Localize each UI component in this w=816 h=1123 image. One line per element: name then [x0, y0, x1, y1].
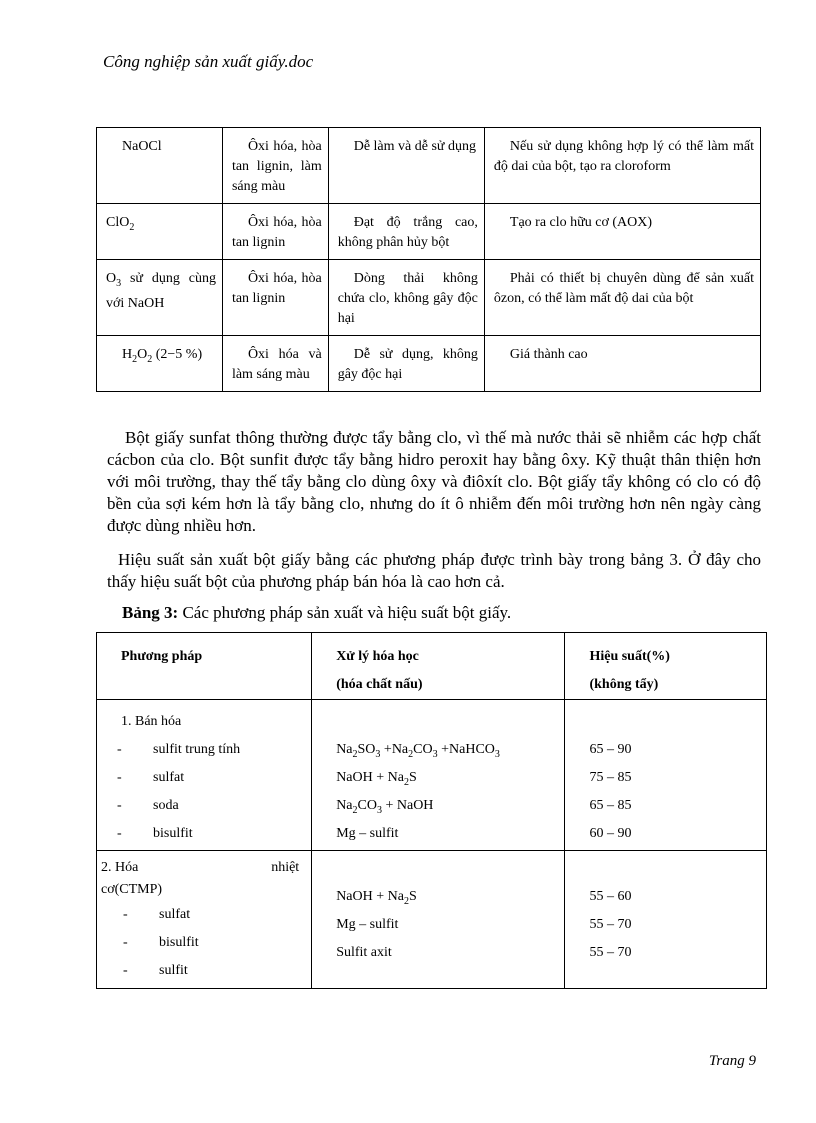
cons-cell: Giá thành cao — [509, 347, 588, 362]
paragraph-yield: Hiệu suất sản xuất bột giấy bằng các phương pháp được trình bày trong bảng 3. Ở đây cho thấy hiệu suất bột của phương pháp bán hóa là cao hơn cả. — [107, 550, 761, 591]
list-item: - sulfat — [117, 770, 185, 785]
pros-cell: Dòng thải không chứa clo, không gây độc hại — [337, 271, 478, 326]
method-list — [97, 851, 311, 985]
yield-value: 65 – 85 — [589, 798, 632, 813]
table-row — [97, 260, 761, 336]
pros-cell: Dễ làm và dễ sử dụng — [353, 139, 476, 154]
chemical-value: NaOH + $Na_2S$ — [336, 889, 417, 907]
cons-cell: Tạo ra clo hữu cơ (AOX) — [509, 215, 652, 230]
yield-value: 55 – 70 — [589, 945, 632, 960]
yield-value: 55 – 60 — [589, 889, 632, 904]
page-number: Trang 9 — [708, 1053, 756, 1069]
method-list — [97, 700, 311, 848]
table-row — [97, 128, 761, 204]
paragraph-bleaching: Bột giấy sunfat thông thường được tẩy bằng clo, vì thế mà nước thải sẽ nhiễm các hợp chất cácbon của clo. Bột sunfit được tẩy bằng hidro peroxit hay bằng ôxy. Kỹ thuật thân thiện hơn với môi trường, thay thế tẩy bằng clo dùng ôxy và điôxít clo. Bột giấy tẩy không có clo có độ bền của sợi kém hơn là tẩy bằng clo, nhưng do ít ô nhiễm đến môi trường hơn nên ngày càng được dùng nhiều hơn. — [107, 428, 761, 535]
table-caption: Bảng 3: Các phương pháp sản xuất và hiệu suất bột giấy. — [122, 603, 512, 622]
yield-value: 60 – 90 — [589, 826, 632, 841]
chemical-list — [312, 700, 564, 848]
yield-value: 65 – 90 — [589, 742, 632, 757]
group-title: 2. Hóa nhiệt — [101, 860, 300, 875]
cons-cell: Nếu sử dụng không hợp lý có thể làm mất độ dai của bột, tạo ra cloroform — [493, 139, 754, 174]
document-title: Công nghiệp sản xuất giấy.doc — [103, 52, 314, 71]
agent-cell: $H_2O_2$ (2−5 %) — [122, 347, 203, 365]
action-cell: Ôxi hóa, hòa tan lignin, làm sáng màu — [231, 139, 322, 194]
group-title: 1. Bán hóa — [121, 714, 182, 729]
yield-value: 75 – 85 — [589, 770, 632, 785]
list-item: - sulfit trung tính — [117, 742, 241, 757]
yield-list — [565, 700, 766, 848]
bleaching-agents-table — [96, 127, 761, 392]
header-method: Phương pháp — [121, 649, 203, 664]
agent-cell: ClO$_2$ — [106, 215, 135, 233]
yield-list — [565, 851, 766, 967]
action-cell: Ôxi hóa, hòa tan lignin — [231, 215, 322, 250]
chemical-list — [312, 851, 564, 967]
table-row — [97, 851, 767, 989]
header-yield: Hiệu suất(%) (không tẩy) — [589, 649, 670, 692]
list-item: - bisulfit — [117, 826, 193, 841]
table-header-row — [97, 633, 767, 700]
pros-cell: Dễ sử dụng, không gây độc hại — [337, 347, 478, 382]
chemical-value: $Na_2CO_3$ + NaOH — [336, 798, 434, 816]
chemical-value: Sulfit axit — [336, 945, 392, 960]
chemical-value: Mg – sulfit — [336, 826, 399, 841]
group-title-cont: cơ(CTMP) — [101, 882, 163, 897]
list-item: - sulfit — [123, 963, 188, 978]
agent-cell: $O_3$ sử dụng cùng với NaOH — [106, 271, 216, 311]
pros-cell: Đạt độ trắng cao, không phân hủy bột — [337, 215, 478, 250]
action-cell: Ôxi hóa, hòa tan lignin — [231, 271, 322, 306]
chemical-value: NaOH + $Na_2S$ — [336, 770, 417, 788]
list-item: - soda — [117, 798, 179, 813]
table-row — [97, 336, 761, 392]
table-row — [97, 700, 767, 851]
cons-cell: Phải có thiết bị chuyên dùng để sản xuất ôzon, có thể làm mất độ dai của bột — [493, 271, 754, 306]
list-item: - bisulfit — [123, 935, 199, 950]
table-row — [97, 204, 761, 260]
yield-value: 55 – 70 — [589, 917, 632, 932]
agent-cell: NaOCl — [122, 139, 162, 154]
chemical-value: Mg – sulfit — [336, 917, 399, 932]
action-cell: Ôxi hóa và làm sáng màu — [231, 347, 322, 382]
header-chemical: Xử lý hóa học (hóa chất nấu) — [336, 649, 423, 692]
pulping-methods-table — [96, 632, 767, 989]
list-item: - sulfat — [123, 907, 191, 922]
chemical-value: $Na_2SO_3 +Na_2CO_3$ +NaHCO$_3$ — [336, 742, 500, 760]
